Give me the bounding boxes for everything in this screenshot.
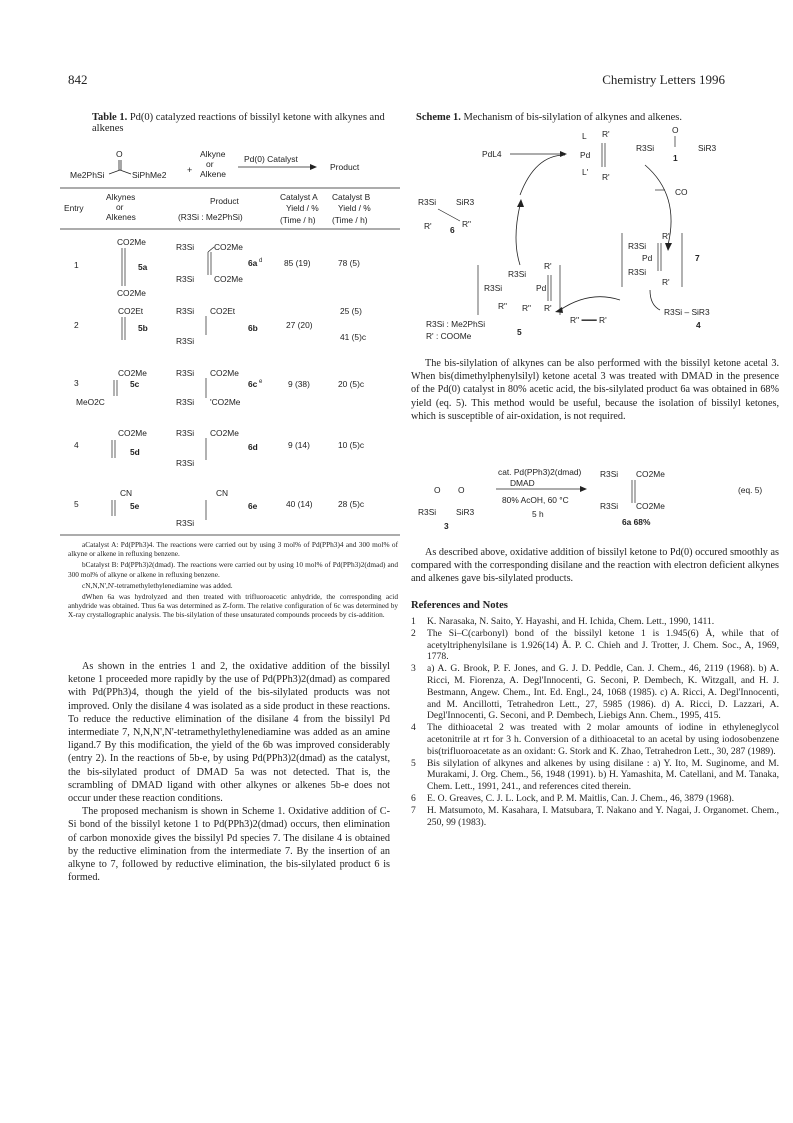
reference-item: 6 E. O. Greaves, C. J. L. Lock, and P. M. Maitlis, Can. J. Chem., 46, 3879 (1968). [411,792,734,804]
svg-text:e: e [259,379,263,385]
svg-text:85 (19): 85 (19) [284,258,311,268]
svg-text:20 (5)c: 20 (5)c [338,379,365,389]
svg-text:7: 7 [695,253,700,263]
svg-text:MeO2C: MeO2C [76,397,105,407]
svg-text:CN: CN [120,488,133,498]
table1-reaction [70,149,360,180]
svg-text:6a 68%: 6a 68% [622,517,651,527]
svg-text:(R3Si : Me2PhSi): (R3Si : Me2PhSi) [178,212,243,222]
alkyne-label: R'' ━━━ R' [570,315,607,325]
svg-text:Alkyne: Alkyne [200,149,226,159]
svg-text:6e: 6e [248,501,258,511]
svg-text:R3Si: R3Si [176,428,195,438]
reference-item: 1 K. Narasaka, N. Saito, Y. Hayashi, and H. Ichida, Chem. Lett., 1990, 1411. [411,616,715,627]
svg-text:or: or [116,202,124,212]
svg-text:9 (14): 9 (14) [288,440,310,450]
references-list [411,616,779,828]
running-header: Chemistry Letters 1996 [602,72,725,87]
legend-r3si: R3Si : Me2PhSi [426,319,486,329]
table-row [74,237,360,298]
svg-text:Alkenes: Alkenes [106,212,136,222]
svg-text:5b: 5b [138,323,148,333]
svg-text:CO2Me: CO2Me [210,428,239,438]
svg-text:6b: 6b [248,323,258,333]
svg-text:4: 4 [696,320,701,330]
svg-text:R": R" [498,301,508,311]
svg-text:5a: 5a [138,262,148,272]
svg-text:5d: 5d [130,447,140,457]
table1-caption: Table 1. Pd(0) catalyzed reactions of bissilyl ketone with alkynes and alkenes [92,112,385,134]
pdl4-label: PdL4 [482,149,502,159]
svg-text:L: L [582,131,587,141]
paragraph: The bis-silylation of alkynes can be also performed with the bissilyl ketone acetal 3. When bis(dimethylphenylsilyl) ketone acetal 3 was treated with DMAD in the presence of the Pd(0) catalyst in 80% acetic acid, the bis-silylated product 6a was obtained in 68% yield (eq. 5). This method would be useful, because the isolation of bissilyl ketones, which is susceptible of air-oxidation, is not required. [411,358,779,422]
svg-text:Pd: Pd [642,253,653,263]
co-label: CO [675,187,688,197]
svg-text:R3Si: R3Si [484,283,503,293]
svg-text:Entry: Entry [64,203,84,213]
svg-text:R': R' [424,221,432,231]
svg-text:SiR3: SiR3 [456,507,475,517]
table1-footnotes [68,540,398,622]
svg-text:R3Si: R3Si [508,269,527,279]
silyl-left: Me2PhSi [70,170,105,180]
table-row [74,368,364,407]
svg-text:25 (5): 25 (5) [340,306,362,316]
svg-text:9 (38): 9 (38) [288,379,310,389]
svg-text:'CO2Me: 'CO2Me [210,397,241,407]
svg-text:6c: 6c [248,379,258,389]
svg-text:Catalyst A: Catalyst A [280,192,318,202]
svg-text:41 (5)c: 41 (5)c [340,332,367,342]
paragraph: As described above, oxidative addition of bissilyl ketone to Pd(0) occured smoothly as compared with the corresponding disilane and the reaction with electron deficient alkynes and alkenes gave bis-silylated products. [411,547,779,585]
svg-text:CO2Me: CO2Me [118,428,147,438]
legend-r-prime: R' : COOMe [426,331,472,341]
svg-text:O: O [458,485,465,495]
right-body-text-2 [411,546,779,586]
reference-item: 7 H. Matsumoto, M. Kasahara, I. Matsubara, T. Nakano and Y. Nagai, J. Organomet. Chem., 250, 99 (1983). [411,804,779,828]
svg-text:R': R' [602,129,610,139]
page-number: 842 [68,72,88,87]
svg-text:R': R' [662,231,670,241]
svg-text:d: d [259,258,263,264]
svg-text:CO2Me: CO2Me [214,242,243,252]
svg-text:R3Si: R3Si [628,267,647,277]
svg-text:O: O [672,125,679,135]
left-body-text [68,660,390,884]
svg-text:2: 2 [74,320,79,330]
svg-text:R3Si: R3Si [176,306,195,316]
svg-text:R3Si: R3Si [418,197,437,207]
table-row [74,488,364,528]
svg-text:10 (5)c: 10 (5)c [338,440,365,450]
svg-text:Product: Product [330,162,360,172]
svg-text:O: O [434,485,441,495]
svg-text:R3Si: R3Si [418,507,437,517]
svg-text:1: 1 [74,260,79,270]
svg-text:Catalyst B: Catalyst B [332,192,371,202]
svg-text:R3Si: R3Si [176,274,195,284]
svg-text:CO2Et: CO2Et [118,306,144,316]
catalyst-label: Pd(0) Catalyst [244,154,298,164]
right-body-text-1 [411,357,779,423]
reference-item: 2 The Si–C(carbonyl) bond of the bissilyl ketone 1 is 1.945(6) Å, while that of acetyltriphenylsilane is 1.926(14) Å. P. C. Chieh and J. Trotter, J. Chem. Soc., A, 1969, 1778. [411,627,779,663]
svg-text:Yield / %: Yield / % [286,203,319,213]
svg-text:3: 3 [444,521,449,531]
svg-text:R3Si: R3Si [600,501,619,511]
equation-5 [410,465,785,535]
svg-text:L': L' [582,167,589,177]
paragraph: The proposed mechanism is shown in Scheme 1. Oxidative addition of C-Si bond of the bissilyl ketone 1 to Pd(PPh3)2(dmad) occurs, then elimination of carbon monoxide gives the bissilyl Pd species 7. The disilane 4 is obtained by the reductive elimination from the intermediate 7. By the insertion of an alkyne to 7, followed by reductive elimination, the bis-silylated product 6 is formed. [68,806,390,884]
silyl-right: SiPhMe2 [132,170,167,180]
svg-text:40 (14): 40 (14) [286,499,313,509]
eq5-reagent: DMAD [510,478,535,488]
svg-text:R3Si: R3Si [176,518,195,528]
svg-text:5c: 5c [130,379,140,389]
svg-text:6a: 6a [248,258,258,268]
svg-text:R': R' [602,172,610,182]
svg-text:Yield / %: Yield / % [338,203,371,213]
svg-text:CO2Me: CO2Me [636,501,665,511]
plus: + [187,165,193,175]
footnote-d: dWhen 6a was hydrolyzed and then treated with trifluoroacetic anhydride, the corresponding acid anhydride was obtained. Thus 6a was determined as Z-form. The relative configuration of 6c was determined by X-ray crystallographic analysis. The bis-silylation of these unsaturated compounds proceeds by cis-addition. [68,592,398,620]
svg-text:CO2Me: CO2Me [214,274,243,284]
svg-text:6: 6 [450,225,455,235]
svg-text:(Time / h): (Time / h) [332,215,368,225]
table-row [74,306,366,346]
footnote-a: aCatalyst A: Pd(PPh3)4. The reactions were carried out by using 3 mol% of Pd(PPh3)4 and 300 mol% of alkyne or alkene in refluxing benzene. [68,540,398,559]
svg-text:CN: CN [216,488,229,498]
eq5-time: 5 h [532,509,544,519]
svg-text:Alkynes: Alkynes [106,192,136,202]
scheme1-caption: Scheme 1. Mechanism of bis-silylation of alkynes and alkenes. [416,112,682,123]
svg-text:Pd: Pd [536,283,547,293]
eq5-catalyst: cat. Pd(PPh3)2(dmad) [498,467,582,477]
reference-item: 5 Bis silylation of alkynes and alkenes by using disilane : a) Y. Ito, M. Suginome, and M. Murakami, J. Org. Chem., 56, 1948 (1991). b) H. Yamashita, M. Catellani, and M. Tanaka, Chem. Lett., 1991, 241., and references cited therein. [411,757,779,793]
svg-text:R': R' [544,303,552,313]
svg-text:CO2Me: CO2Me [117,288,146,298]
svg-text:6d: 6d [248,442,258,452]
svg-text:R3Si: R3Si [176,368,195,378]
references-title: References and Notes [411,600,508,611]
svg-text:Pd: Pd [580,150,591,160]
svg-text:Alkene: Alkene [200,169,226,179]
footnote-b: bCatalyst B: Pd(PPh3)2(dmad). The reactions were carried out by using 10 mol% of Pd(PPh3)2(dmad) and 300 mol% of alkyne or alkene in refluxing benzene. [68,560,398,579]
scheme1-graphic [410,125,785,350]
paragraph: As shown in the entries 1 and 2, the oxidative addition of the bissilyl ketone 1 proceeded more rapidly by the use of Pd(PPh3)2(dmad) as compared with Pd(PPh3)4, though the yield of the bis-silylated products was not improved. Only the disilane 4 was isolated as a side product in these reactions. To reduce the reductive elimination of the disilane 4 from the bissilyl Pd intermediate 7, N,N,N',N'-tetramethylethylenediamine was added as an amine ligand.7 By this modification, the yield of the 6b was improved considerably (entry 2). In the reactions of 5b-e, by using Pd(PPh3)2(dmad) as the catalyst, the bis-silylated product of DMAD 5a was not detected. That is, the scrambling of DMAD ligand with other alkynes or alkenes 5b-e does not occur under these reaction conditions. [68,661,390,805]
svg-text:R3Si: R3Si [176,397,195,407]
table-row [74,428,364,468]
svg-text:R3Si: R3Si [176,336,195,346]
svg-text:5e: 5e [130,501,140,511]
svg-text:R3Si: R3Si [600,469,619,479]
svg-text:4: 4 [74,440,79,450]
svg-text:R3Si: R3Si [176,242,195,252]
svg-text:(Time / h): (Time / h) [280,215,316,225]
svg-text:R': R' [544,261,552,271]
svg-text:CO2Me: CO2Me [117,237,146,247]
reference-item: 3 a) A. G. Brook, P. F. Jones, and G. J. D. Peddle, Can. J. Chem., 46, 2119 (1968). b) A. Ricci, M. Fiorenza, A. Degl'Innocenti, G. Seconi, P. Dembech, K. Witzgall, and H. J. Bestmann, Angew. Chem., Int. Ed. Engl., 24, 1068 (1985). c) A. Ricci, A. Degl'Innocenti, and M. Ancillotti, Tetrahedron Lett., 27, 5985 (1986). d) A. Ricci, D. Lazzari, A. Degl'Innocenti, G. Seconi, and P. Dembech, Liebigs Ann. Chem., 1995, 415. [411,663,779,722]
svg-text:78 (5): 78 (5) [338,258,360,268]
svg-text:SiR3: SiR3 [698,143,717,153]
eq5-conditions: 80% AcOH, 60 °C [502,495,569,505]
svg-text:28 (5)c: 28 (5)c [338,499,365,509]
svg-text:R": R" [522,303,532,313]
disilane-label: R3Si – SiR3 [664,307,710,317]
table1-header [64,192,371,225]
svg-text:R": R" [462,219,472,229]
svg-text:CO2Me: CO2Me [210,368,239,378]
svg-text:R': R' [662,277,670,287]
carbonyl-o: O [116,149,123,159]
svg-text:27 (20): 27 (20) [286,320,313,330]
svg-text:SiR3: SiR3 [456,197,475,207]
footnote-c: cN,N,N',N'-tetramethylethylenediamine was added. [82,580,233,590]
svg-text:R3Si: R3Si [176,458,195,468]
svg-text:R3Si: R3Si [628,241,647,251]
svg-text:CO2Me: CO2Me [636,469,665,479]
svg-text:or: or [206,159,214,169]
svg-text:5: 5 [517,327,522,337]
svg-text:1: 1 [673,153,678,163]
svg-text:3: 3 [74,378,79,388]
svg-text:5: 5 [74,499,79,509]
svg-text:CO2Et: CO2Et [210,306,236,316]
svg-text:Product: Product [210,196,239,206]
eq5-label: (eq. 5) [738,485,763,495]
svg-text:CO2Me: CO2Me [118,368,147,378]
table1-graphic [60,140,400,540]
svg-text:R3Si: R3Si [636,143,655,153]
reference-item: 4 The dithioacetal 2 was treated with 2 molar amounts of iodine in ethyleneglycol acetonitrile at rt for 3 h. Conversion of a dithioacetal to an acetal by using iodosobenzene bis(trifluoroacetate as an oxidant: G. Stork and K. Zhao, Tetrahedron Lett., 30, 287 (1989). [411,722,779,757]
